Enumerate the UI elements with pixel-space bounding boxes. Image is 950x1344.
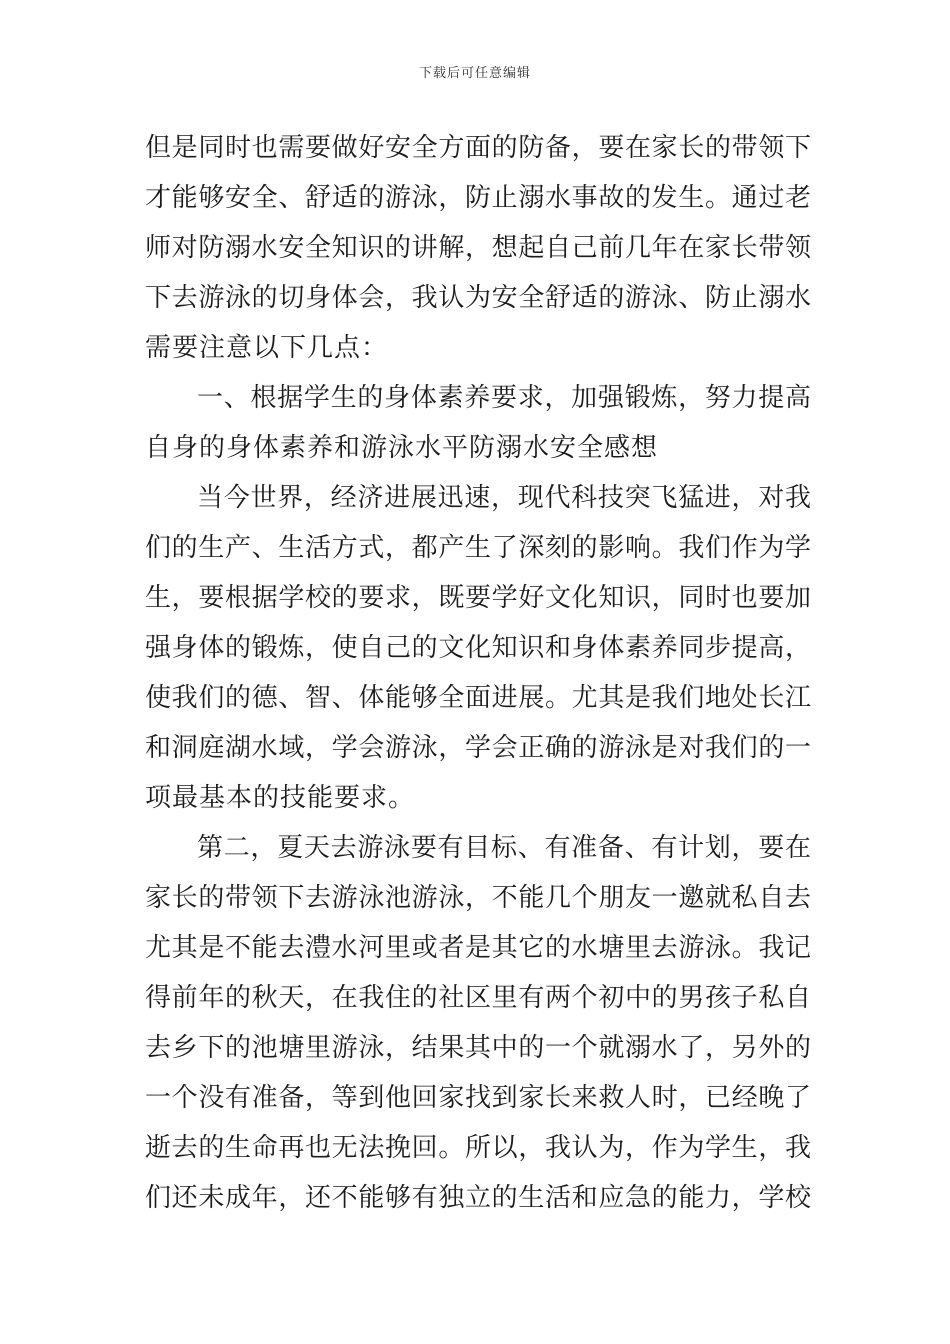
text-line: 需要注意以下几点： <box>145 333 389 362</box>
text-line: 下去游泳的切身体会，我认为安全舒适的游泳、防止溺水 <box>145 283 811 312</box>
text-line: 尤其是不能去澧水河里或者是其它的水塘里去游泳。我记 <box>145 933 811 962</box>
text-line: 去乡下的池塘里游泳，结果其中的一个就溺水了，另外的 <box>145 1033 811 1062</box>
text-line: 强身体的锻炼，使自己的文化知识和身体素养同步提高， <box>145 633 811 662</box>
text-line: 得前年的秋天，在我住的社区里有两个初中的男孩子私自 <box>145 983 811 1012</box>
document-text-block <box>145 123 811 1223</box>
text-line: 当今世界，经济进展迅速，现代科技突飞猛进，对我 <box>197 483 811 512</box>
text-line: 第二，夏天去游泳要有目标、有准备、有计划，要在 <box>197 833 811 862</box>
text-line: 自身的身体素养和游泳水平防溺水安全感想 <box>145 433 659 462</box>
text-line: 但是同时也需要做好安全方面的防备，要在家长的带领下 <box>145 133 811 162</box>
text-line: 师对防溺水安全知识的讲解，想起自己前几年在家长带领 <box>145 233 811 262</box>
text-line: 家长的带领下去游泳池游泳，不能几个朋友一邀就私自去 <box>145 883 811 912</box>
text-line: 逝去的生命再也无法挽回。所以，我认为，作为学生，我 <box>145 1133 811 1162</box>
page-header-note: 下载后可任意编辑 <box>418 65 531 80</box>
text-line: 生，要根据学校的要求，既要学好文化知识，同时也要加 <box>145 583 811 612</box>
text-line: 一个没有准备，等到他回家找到家长来救人时，已经晚了 <box>145 1083 811 1112</box>
text-line: 们还未成年，还不能够有独立的生活和应急的能力，学校 <box>145 1183 811 1212</box>
text-line: 们的生产、生活方式，都产生了深刻的影响。我们作为学 <box>145 533 811 562</box>
text-line: 才能够安全、舒适的游泳，防止溺水事故的发生。通过老 <box>145 183 811 212</box>
text-line: 使我们的德、智、体能够全面进展。尤其是我们地处长江 <box>145 683 811 712</box>
text-line: 一、根据学生的身体素养要求，加强锻炼，努力提高 <box>197 383 811 412</box>
text-line: 项最基本的技能要求。 <box>145 783 416 812</box>
text-line: 和洞庭湖水域，学会游泳，学会正确的游泳是对我们的一 <box>145 733 811 762</box>
